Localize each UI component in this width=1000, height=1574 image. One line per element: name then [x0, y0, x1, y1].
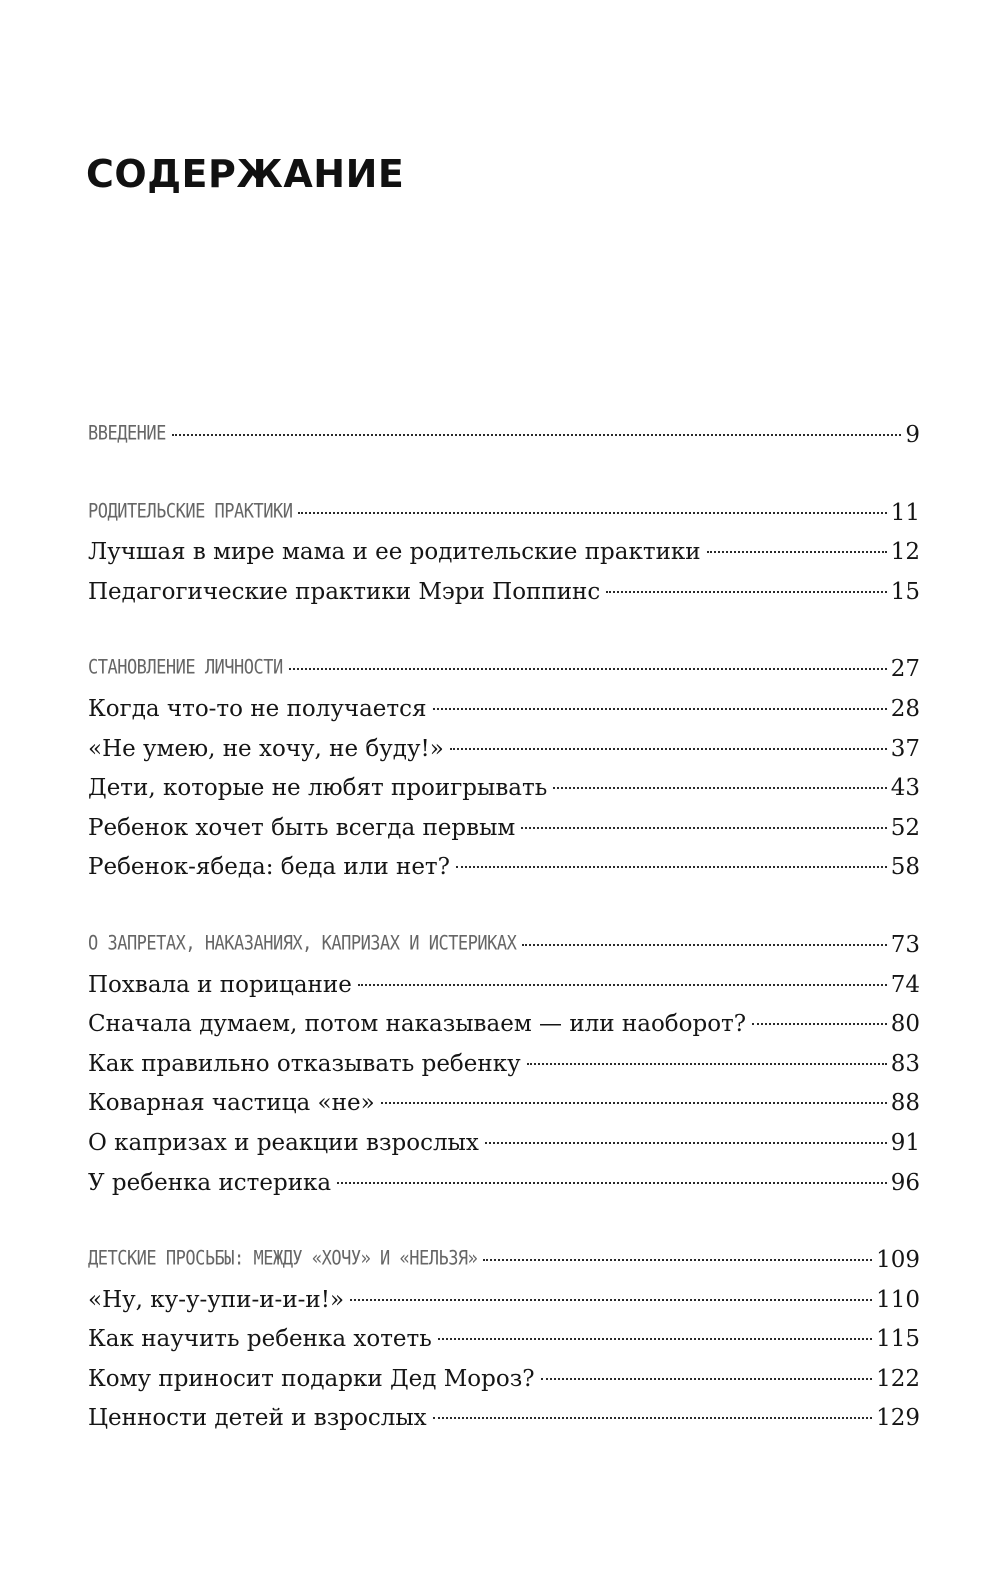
dot-leader	[298, 512, 886, 514]
toc-section-intro	[88, 416, 920, 456]
dot-leader	[438, 1338, 872, 1340]
dot-leader	[358, 984, 887, 986]
toc-page-number: 83	[890, 1050, 920, 1077]
toc-section-personality	[88, 650, 920, 888]
toc-page-number: 9	[905, 422, 920, 448]
toc-page-number: 88	[890, 1090, 920, 1117]
toc-entry[interactable]	[88, 1084, 920, 1124]
toc-entry-label: О ЗАПРЕТАХ, НАКАЗАНИЯХ, КАПРИЗАХ И ИСТЕРИКАХ	[88, 932, 517, 956]
toc-page-number: 110	[876, 1286, 920, 1313]
toc-entry[interactable]	[88, 573, 920, 613]
toc-page-number: 37	[890, 735, 920, 762]
dot-leader	[752, 1023, 887, 1025]
toc-entry-label: «Не умею, не хочу, не буду!»	[88, 735, 444, 762]
toc-entry-label: У ребенка истерика	[88, 1169, 332, 1196]
dot-leader	[483, 1259, 872, 1261]
toc-entry[interactable]	[88, 809, 920, 849]
toc-entry-label: ДЕТСКИЕ ПРОСЬБЫ: МЕЖДУ «ХОЧУ» И «НЕЛЬЗЯ»	[88, 1247, 478, 1271]
toc-entry-label: РОДИТЕЛЬСКИЕ ПРАКТИКИ	[88, 500, 293, 524]
dot-leader	[337, 1182, 887, 1184]
toc-entry-label: Как научить ребенка хотеть	[88, 1326, 432, 1353]
toc-entry[interactable]	[88, 533, 920, 573]
dot-leader	[456, 866, 887, 868]
dot-leader	[606, 591, 886, 593]
toc-page-number: 27	[890, 656, 920, 683]
toc-entry-label: Ребенок хочет быть всегда первым	[88, 814, 516, 841]
dot-leader	[707, 551, 887, 553]
toc-page-number: 115	[876, 1326, 920, 1353]
toc-page-number: 80	[890, 1011, 920, 1038]
table-of-contents	[88, 416, 920, 1477]
toc-entry-label: Коварная частица «не»	[88, 1090, 375, 1117]
toc-entry-label: Педагогические практики Мэри Поппинс	[88, 578, 601, 605]
toc-entry-label: Ценности детей и взрослых	[88, 1405, 427, 1432]
toc-entry-label: Кому приносит подарки Дед Мороз?	[88, 1365, 535, 1392]
dot-leader	[433, 708, 887, 710]
toc-section-prohibitions	[88, 926, 920, 1203]
toc-page-number: 12	[890, 539, 920, 566]
toc-page-number: 58	[890, 854, 920, 881]
toc-page-number: 91	[890, 1129, 920, 1156]
dot-leader	[350, 1299, 872, 1301]
toc-entry-label: Дети, которые не любят проигрывать	[88, 775, 548, 802]
toc-page-number: 96	[890, 1169, 920, 1196]
toc-entry[interactable]	[88, 848, 920, 888]
toc-entry[interactable]	[88, 1320, 920, 1360]
dot-leader	[433, 1417, 872, 1419]
toc-entry[interactable]	[88, 1005, 920, 1045]
toc-page-number: 122	[876, 1365, 920, 1392]
toc-section-heading[interactable]	[88, 650, 920, 690]
toc-entry[interactable]	[88, 769, 920, 809]
dot-leader	[527, 1063, 887, 1065]
page-title: СОДЕРЖАНИЕ	[86, 152, 405, 196]
toc-section-requests	[88, 1241, 920, 1439]
dot-leader	[450, 748, 887, 750]
toc-entry-label: Похвала и порицание	[88, 971, 352, 998]
toc-page-number: 129	[876, 1405, 920, 1432]
dot-leader	[522, 944, 886, 946]
dot-leader	[521, 827, 886, 829]
toc-page-number: 109	[876, 1247, 920, 1274]
toc-section-heading[interactable]	[88, 494, 920, 534]
toc-entry-label: «Ну, ку-у-упи-и-и-и!»	[88, 1286, 345, 1313]
dot-leader	[172, 434, 901, 436]
toc-page-number: 15	[890, 578, 920, 605]
toc-section-heading[interactable]	[88, 416, 920, 456]
toc-entry-label: О капризах и реакции взрослых	[88, 1129, 479, 1156]
toc-entry-label: Как правильно отказывать ребенку	[88, 1050, 521, 1077]
toc-page-number: 73	[890, 931, 920, 958]
dot-leader	[541, 1378, 872, 1380]
toc-entry[interactable]	[88, 1124, 920, 1164]
toc-entry[interactable]	[88, 966, 920, 1006]
toc-page-number: 28	[890, 695, 920, 722]
toc-entry[interactable]	[88, 730, 920, 770]
toc-entry-label: Ребенок-ябеда: беда или нет?	[88, 854, 450, 881]
toc-page-number: 43	[890, 775, 920, 802]
toc-page-number: 11	[890, 499, 920, 526]
toc-page-number: 74	[890, 971, 920, 998]
dot-leader	[289, 668, 887, 670]
toc-section-heading[interactable]	[88, 926, 920, 966]
toc-entry[interactable]	[88, 1045, 920, 1085]
toc-entry[interactable]	[88, 1360, 920, 1400]
toc-entry-label: Лучшая в мире мама и ее родительские практики	[88, 539, 701, 566]
dot-leader	[381, 1102, 887, 1104]
toc-entry-label: ВВЕДЕНИЕ	[88, 422, 166, 446]
toc-entry[interactable]	[88, 1281, 920, 1321]
toc-entry[interactable]	[88, 1399, 920, 1439]
toc-entry-label: Когда что-то не получается	[88, 695, 427, 722]
toc-entry[interactable]	[88, 1164, 920, 1204]
toc-section-heading[interactable]	[88, 1241, 920, 1281]
dot-leader	[485, 1142, 887, 1144]
dot-leader	[553, 787, 886, 789]
toc-section-parenting	[88, 494, 920, 613]
toc-entry-label: Сначала думаем, потом наказываем — или наоборот?	[88, 1011, 747, 1038]
toc-entry[interactable]	[88, 690, 920, 730]
toc-page-number: 52	[890, 814, 920, 841]
toc-entry-label: СТАНОВЛЕНИЕ ЛИЧНОСТИ	[88, 656, 283, 680]
